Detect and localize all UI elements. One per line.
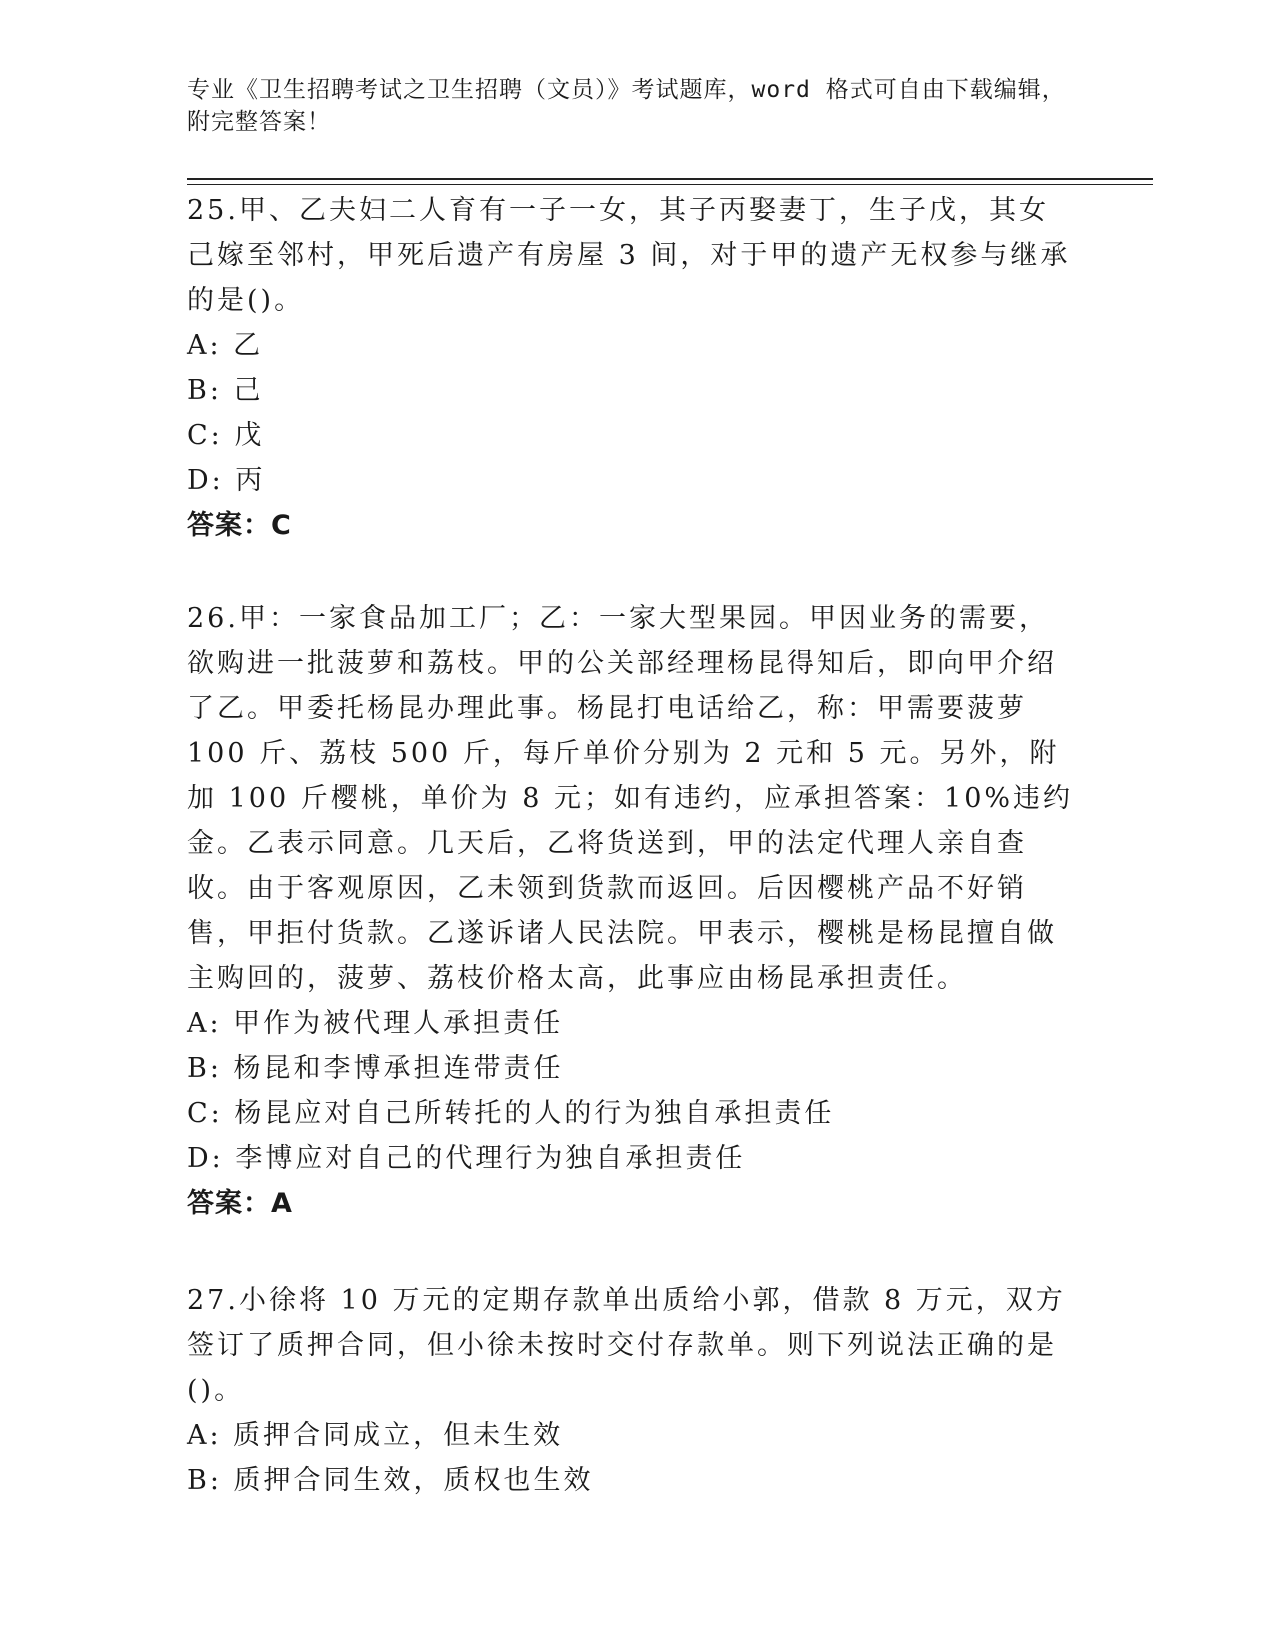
option-d: D: 丙 <box>187 465 266 496</box>
option-a: A: 甲作为被代理人承担责任 <box>187 1008 564 1039</box>
answer: 答案：C <box>187 510 292 541</box>
header-divider-thin <box>187 184 1153 185</box>
question-stem: 25.甲、乙夫妇二人育有一子一女，其子丙娶妻丁，生子戊，其女己嫁至邻村，甲死后遗产有房屋 3 间，对于甲的遗产无权参与继承的是()。 <box>187 195 1071 316</box>
answer: 答案：A <box>187 1188 293 1219</box>
option-a: A: 乙 <box>187 330 264 361</box>
question-26 <box>187 596 1077 1226</box>
header-divider <box>187 178 1153 180</box>
option-b: B: 杨昆和李博承担连带责任 <box>187 1053 564 1084</box>
option-b: B: 己 <box>187 375 264 406</box>
question-stem: 26.甲：一家食品加工厂；乙：一家大型果园。甲因业务的需要，欲购进一批菠萝和荔枝。甲的公关部经理杨昆得知后，即向甲介绍了乙。甲委托杨昆办理此事。杨昆打电话给乙，称：甲需要菠萝 100 斤、荔枝 500 斤，每斤单价分别为 2 元和 5 元。另外，附加 100 斤樱桃，单价为 8 元；如有违约，应承担答案：10%违约金。乙表示同意。几天后，乙将货送到，甲的法定代理人亲自查收。由于客观原因，乙未领到货款而返回。后因樱桃产品不好销售，甲拒付货款。乙遂诉诸人民法院。甲表示，樱桃是杨昆擅自做主购回的，菠萝、荔枝价格太高，此事应由杨昆承担责任。 <box>187 603 1074 994</box>
question-25 <box>187 188 1077 548</box>
document-header: 专业《卫生招聘考试之卫生招聘（文员）》考试题库，word 格式可自由下载编辑，附完整答案！ <box>187 77 1066 135</box>
question-stem: 27.小徐将 10 万元的定期存款单出质给小郭，借款 8 万元，双方签订了质押合同，但小徐未按时交付存款单。则下列说法正确的是()。 <box>187 1285 1066 1406</box>
option-c: C: 戊 <box>187 420 265 451</box>
option-a: A: 质押合同成立，但未生效 <box>187 1420 564 1451</box>
question-27 <box>187 1278 1077 1503</box>
option-c: C: 杨昆应对自己所转托的人的行为独自承担责任 <box>187 1098 835 1129</box>
option-b: B: 质押合同生效，质权也生效 <box>187 1465 594 1496</box>
option-d: D: 李博应对自己的代理行为独自承担责任 <box>187 1143 746 1174</box>
